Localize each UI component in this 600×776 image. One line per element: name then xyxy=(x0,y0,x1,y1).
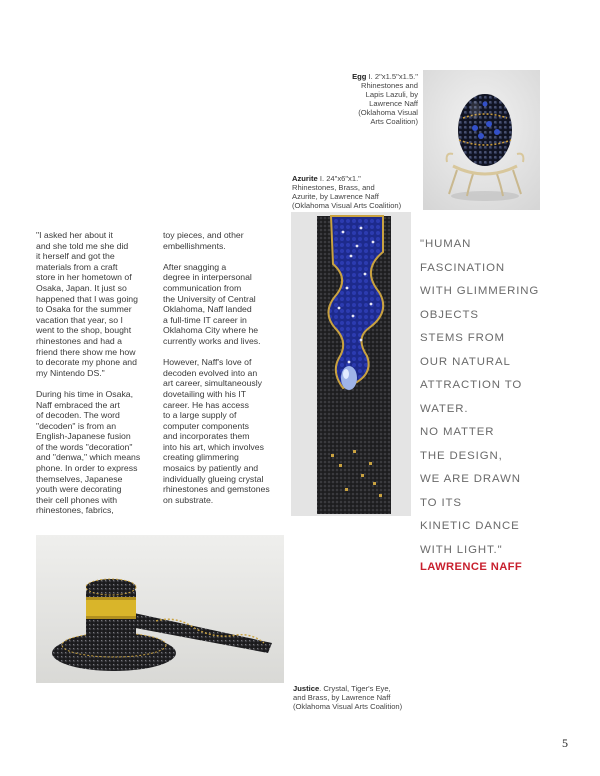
body-column-2 xyxy=(163,230,288,516)
column-1-paragraph: "I asked her about it and she told me she did it herself and got the materials from a craft store in her hometown of Osaka, Japan. It just so happened that I was going to Osaka for the summer vacation that year, so I went to the shop, bought rhinestones and had a friend there show me how to decorate my phone and my Nintendo DS." xyxy=(36,230,138,378)
azurite-caption-title: Azurite xyxy=(292,174,318,183)
column-2-paragraph: toy pieces, and other embellishments. xyxy=(163,230,244,251)
azurite-illustration xyxy=(291,212,411,516)
egg-caption-title: Egg xyxy=(352,72,367,81)
column-1-paragraph: During his time in Osaka, Naff embraced the art of decoden. The word "decoden" is from an English-Japanese fusion of the words "decoration" and "denwa," which means phone. In order to express themselves, Japanese youth were decorating their cell phones with rhinestones, fabrics, xyxy=(36,388,141,516)
body-column-1 xyxy=(36,230,156,527)
pull-quote: "HUMAN FASCINATION WITH GLIMMERING OBJECTS STEMS FROM OUR NATURAL ATTRACTION TO WATER. NO MATTER THE DESIGN, WE ARE DRAWN TO ITS KINETIC DANCE WITH LIGHT." xyxy=(420,238,540,556)
justice-photo xyxy=(36,535,284,683)
column-2-paragraph: However, Naff's love of decoden evolved into an art career, simultaneously dovetailing with his IT career. He has access to a large supply of computer components and incorporates them into his art, which involves creating glimmering mosaics by patiently and individually glueing crystal rhinestones and gemstones on substrate. xyxy=(163,357,270,505)
azurite-caption: Azurite I. 24"x6"x1." Rhinestones, Brass, and Azurite, by Lawrence Naff (Oklahoma Visual Arts Coalition) xyxy=(292,174,402,210)
justice-caption: Justice. Crystal, Tiger's Eye, and Brass, by Lawrence Naff (Oklahoma Visual Arts Coalition) xyxy=(293,684,403,711)
justice-caption-title: Justice xyxy=(293,684,320,693)
egg-photo xyxy=(423,70,540,210)
gavel-illustration xyxy=(36,535,284,683)
pull-quote-attribution: LAWRENCE NAFF xyxy=(420,561,523,573)
egg-caption: Egg I. 2"x1.5"x1.5." Rhinestones and Lapis Lazuli, by Lawrence Naff (Oklahoma Visual Arts Coalition) xyxy=(352,72,418,126)
egg-illustration xyxy=(423,70,540,210)
column-2-paragraph: After snagging a degree in interpersonal communication from the University of Central Oklahoma, Naff landed a full-time IT career in Oklahoma City where he currently works and lives. xyxy=(163,261,261,346)
page-number: 5 xyxy=(562,736,568,750)
azurite-photo xyxy=(291,212,411,516)
